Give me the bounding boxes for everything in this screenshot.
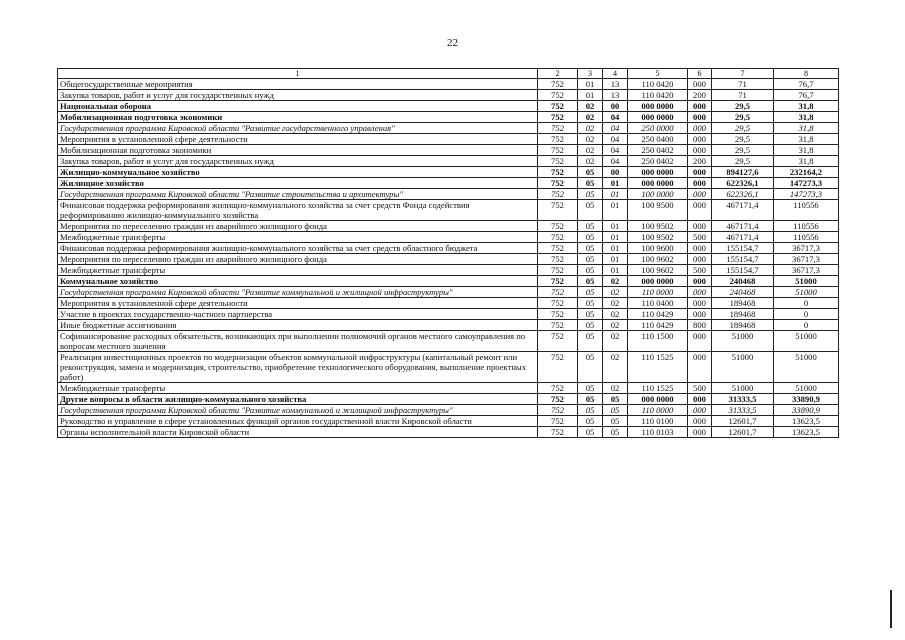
- expense-type-cell: 000: [688, 276, 712, 287]
- table-row: [58, 200, 839, 221]
- section-cell: 02: [578, 112, 603, 123]
- amount-year1-cell: 467171,4: [712, 221, 774, 232]
- expense-type-cell: 200: [688, 90, 712, 101]
- amount-year2-cell: 13623,5: [774, 416, 839, 427]
- amount-year2-cell: 147273,3: [774, 178, 839, 189]
- table-row: [58, 79, 839, 90]
- subsection-cell: 05: [603, 427, 628, 438]
- budget-table: [57, 68, 839, 438]
- row-name-cell: Другие вопросы в области жилищно-коммунального хозяйства: [58, 394, 538, 405]
- expense-type-cell: 000: [688, 167, 712, 178]
- column-header: 7: [712, 69, 774, 79]
- table-row: [58, 134, 839, 145]
- target-article-cell: 110 0420: [628, 90, 688, 101]
- section-cell: 05: [578, 178, 603, 189]
- amount-year1-cell: 31333,5: [712, 394, 774, 405]
- subsection-cell: 01: [603, 265, 628, 276]
- target-article-cell: 110 1500: [628, 331, 688, 352]
- section-cell: 05: [578, 243, 603, 254]
- subsection-cell: 05: [603, 416, 628, 427]
- amount-year2-cell: 110556: [774, 221, 839, 232]
- amount-year1-cell: 12601,7: [712, 427, 774, 438]
- target-article-cell: 000 0000: [628, 167, 688, 178]
- section-cell: 05: [578, 167, 603, 178]
- table-row: [58, 383, 839, 394]
- amount-year2-cell: 51000: [774, 352, 839, 383]
- amount-year2-cell: 31,8: [774, 123, 839, 134]
- table-row: [58, 298, 839, 309]
- row-name-cell: Финансовая поддержка реформирования жилищно-коммунального хозяйства за счет средств областного бюджета: [58, 243, 538, 254]
- table-row: [58, 265, 839, 276]
- section-cell: 05: [578, 416, 603, 427]
- admin-code-cell: 752: [538, 134, 578, 145]
- expense-type-cell: 000: [688, 287, 712, 298]
- section-cell: 05: [578, 383, 603, 394]
- expense-type-cell: 000: [688, 221, 712, 232]
- admin-code-cell: 752: [538, 90, 578, 101]
- subsection-cell: 13: [603, 90, 628, 101]
- amount-year1-cell: 155154,7: [712, 265, 774, 276]
- admin-code-cell: 752: [538, 298, 578, 309]
- subsection-cell: 04: [603, 134, 628, 145]
- amount-year1-cell: 31333,5: [712, 405, 774, 416]
- target-article-cell: 110 0429: [628, 320, 688, 331]
- subsection-cell: 04: [603, 112, 628, 123]
- table-row: [58, 90, 839, 101]
- admin-code-cell: 752: [538, 405, 578, 416]
- expense-type-cell: 000: [688, 79, 712, 90]
- expense-type-cell: 000: [688, 200, 712, 221]
- section-cell: 05: [578, 320, 603, 331]
- subsection-cell: 02: [603, 383, 628, 394]
- section-cell: 01: [578, 79, 603, 90]
- subsection-cell: 02: [603, 287, 628, 298]
- column-header: 4: [603, 69, 628, 79]
- subsection-cell: 05: [603, 405, 628, 416]
- table-row: [58, 167, 839, 178]
- admin-code-cell: 752: [538, 123, 578, 134]
- column-header: 1: [58, 69, 538, 79]
- amount-year2-cell: 147273,3: [774, 189, 839, 200]
- amount-year1-cell: 12601,7: [712, 416, 774, 427]
- table-row: [58, 123, 839, 134]
- admin-code-cell: 752: [538, 101, 578, 112]
- section-cell: 01: [578, 90, 603, 101]
- amount-year1-cell: 189468: [712, 298, 774, 309]
- amount-year2-cell: 110556: [774, 232, 839, 243]
- amount-year2-cell: 110556: [774, 200, 839, 221]
- amount-year2-cell: 36717,3: [774, 243, 839, 254]
- amount-year2-cell: 33890,9: [774, 405, 839, 416]
- amount-year2-cell: 33890,9: [774, 394, 839, 405]
- subsection-cell: 02: [603, 309, 628, 320]
- column-header: 8: [774, 69, 839, 79]
- amount-year1-cell: 467171,4: [712, 200, 774, 221]
- expense-type-cell: 500: [688, 232, 712, 243]
- amount-year2-cell: 76,7: [774, 90, 839, 101]
- row-name-cell: Мероприятия в установленной сфере деятельности: [58, 134, 538, 145]
- amount-year2-cell: 76,7: [774, 79, 839, 90]
- subsection-cell: 05: [603, 394, 628, 405]
- table-row: [58, 309, 839, 320]
- subsection-cell: 01: [603, 178, 628, 189]
- admin-code-cell: 752: [538, 145, 578, 156]
- section-cell: 02: [578, 101, 603, 112]
- target-article-cell: 100 9602: [628, 265, 688, 276]
- section-cell: 05: [578, 352, 603, 383]
- table-row: [58, 427, 839, 438]
- section-cell: 02: [578, 134, 603, 145]
- expense-type-cell: 000: [688, 331, 712, 352]
- amount-year2-cell: 51000: [774, 287, 839, 298]
- target-article-cell: 100 9502: [628, 221, 688, 232]
- admin-code-cell: 752: [538, 331, 578, 352]
- amount-year1-cell: 155154,7: [712, 243, 774, 254]
- target-article-cell: 110 0429: [628, 309, 688, 320]
- amount-year2-cell: 36717,3: [774, 265, 839, 276]
- target-article-cell: 000 0000: [628, 394, 688, 405]
- expense-type-cell: 000: [688, 123, 712, 134]
- amount-year1-cell: 29,5: [712, 101, 774, 112]
- subsection-cell: 01: [603, 254, 628, 265]
- amount-year1-cell: 29,5: [712, 156, 774, 167]
- subsection-cell: 02: [603, 298, 628, 309]
- admin-code-cell: 752: [538, 352, 578, 383]
- row-name-cell: Государственная программа Кировской области "Развитие коммунальной и жилищной инфраструктуры": [58, 287, 538, 298]
- admin-code-cell: 752: [538, 200, 578, 221]
- table-row: [58, 112, 839, 123]
- amount-year2-cell: 36717,3: [774, 254, 839, 265]
- section-cell: 05: [578, 298, 603, 309]
- subsection-cell: 01: [603, 232, 628, 243]
- section-cell: 05: [578, 394, 603, 405]
- target-article-cell: 110 1525: [628, 352, 688, 383]
- row-name-cell: Коммунальное хозяйство: [58, 276, 538, 287]
- expense-type-cell: 000: [688, 298, 712, 309]
- expense-type-cell: 800: [688, 320, 712, 331]
- amount-year1-cell: 29,5: [712, 134, 774, 145]
- admin-code-cell: 752: [538, 309, 578, 320]
- admin-code-cell: 752: [538, 416, 578, 427]
- amount-year1-cell: 189468: [712, 320, 774, 331]
- table-row: [58, 178, 839, 189]
- row-name-cell: Межбюджетные трансферты: [58, 265, 538, 276]
- row-name-cell: Государственная программа Кировской области "Развитие коммунальной и жилищной инфраструктуры": [58, 405, 538, 416]
- expense-type-cell: 000: [688, 405, 712, 416]
- row-name-cell: Иные бюджетные ассигнования: [58, 320, 538, 331]
- amount-year2-cell: 232164,2: [774, 167, 839, 178]
- amount-year2-cell: 51000: [774, 331, 839, 352]
- admin-code-cell: 752: [538, 178, 578, 189]
- section-cell: 02: [578, 123, 603, 134]
- row-name-cell: Финансовая поддержка реформирования жилищно-коммунального хозяйства за счет средств Фонда содействия реформированию жилищно-коммунального хозяйства: [58, 200, 538, 221]
- target-article-cell: 250 0402: [628, 156, 688, 167]
- expense-type-cell: 500: [688, 383, 712, 394]
- target-article-cell: 250 0000: [628, 123, 688, 134]
- target-article-cell: 100 0000: [628, 189, 688, 200]
- table-header-row: [58, 69, 839, 79]
- amount-year2-cell: 0: [774, 298, 839, 309]
- subsection-cell: 02: [603, 276, 628, 287]
- admin-code-cell: 752: [538, 287, 578, 298]
- table-body: [58, 79, 839, 438]
- target-article-cell: 100 9600: [628, 243, 688, 254]
- margin-rule: [890, 590, 892, 628]
- target-article-cell: 100 9602: [628, 254, 688, 265]
- amount-year2-cell: 0: [774, 309, 839, 320]
- expense-type-cell: 000: [688, 112, 712, 123]
- subsection-cell: 01: [603, 243, 628, 254]
- row-name-cell: Закупка товаров, работ и услуг для государственных нужд: [58, 156, 538, 167]
- amount-year2-cell: 31,8: [774, 112, 839, 123]
- section-cell: 05: [578, 221, 603, 232]
- amount-year1-cell: 51000: [712, 383, 774, 394]
- amount-year1-cell: 51000: [712, 352, 774, 383]
- row-name-cell: Участие в проектах государственно-частного партнерства: [58, 309, 538, 320]
- table-row: [58, 405, 839, 416]
- target-article-cell: 110 0400: [628, 298, 688, 309]
- table-row: [58, 320, 839, 331]
- table-row: [58, 352, 839, 383]
- subsection-cell: 01: [603, 189, 628, 200]
- row-name-cell: Софинансирование расходных обязательств, возникающих при выполнении полномочий органов местного самоуправления по вопросам местного значения: [58, 331, 538, 352]
- expense-type-cell: 000: [688, 134, 712, 145]
- amount-year1-cell: 29,5: [712, 123, 774, 134]
- target-article-cell: 250 0402: [628, 145, 688, 156]
- target-article-cell: 000 0000: [628, 276, 688, 287]
- amount-year1-cell: 29,5: [712, 112, 774, 123]
- expense-type-cell: 000: [688, 352, 712, 383]
- subsection-cell: 02: [603, 352, 628, 383]
- amount-year1-cell: 622326,1: [712, 178, 774, 189]
- section-cell: 05: [578, 232, 603, 243]
- amount-year2-cell: 31,8: [774, 134, 839, 145]
- amount-year1-cell: 71: [712, 90, 774, 101]
- subsection-cell: 02: [603, 331, 628, 352]
- expense-type-cell: 000: [688, 101, 712, 112]
- section-cell: 05: [578, 427, 603, 438]
- row-name-cell: Реализация инвестиционных проектов по модернизации объектов коммунальной инфраструктуры (капитальный ремонт или реконструкция, замена и модернизация, строительство, приобретение технологического оборудования, выполнение проектных работ): [58, 352, 538, 383]
- subsection-cell: 13: [603, 79, 628, 90]
- admin-code-cell: 752: [538, 167, 578, 178]
- table-row: [58, 416, 839, 427]
- target-article-cell: 100 9502: [628, 232, 688, 243]
- target-article-cell: 250 0400: [628, 134, 688, 145]
- section-cell: 05: [578, 265, 603, 276]
- amount-year1-cell: 240468: [712, 287, 774, 298]
- row-name-cell: Межбюджетные трансферты: [58, 232, 538, 243]
- section-cell: 05: [578, 331, 603, 352]
- subsection-cell: 02: [603, 320, 628, 331]
- target-article-cell: 110 0103: [628, 427, 688, 438]
- target-article-cell: 000 0000: [628, 101, 688, 112]
- row-name-cell: Общегосударственные мероприятия: [58, 79, 538, 90]
- admin-code-cell: 752: [538, 232, 578, 243]
- amount-year2-cell: 51000: [774, 276, 839, 287]
- amount-year2-cell: 31,8: [774, 145, 839, 156]
- row-name-cell: Органы исполнительной власти Кировской области: [58, 427, 538, 438]
- expense-type-cell: 000: [688, 254, 712, 265]
- column-header: 5: [628, 69, 688, 79]
- target-article-cell: 110 0100: [628, 416, 688, 427]
- amount-year1-cell: 189468: [712, 309, 774, 320]
- row-name-cell: Мероприятия по переселению граждан из аварийного жилищного фонда: [58, 254, 538, 265]
- section-cell: 02: [578, 145, 603, 156]
- subsection-cell: 00: [603, 101, 628, 112]
- expense-type-cell: 000: [688, 243, 712, 254]
- table-row: [58, 232, 839, 243]
- section-cell: 05: [578, 287, 603, 298]
- table-row: [58, 287, 839, 298]
- admin-code-cell: 752: [538, 383, 578, 394]
- subsection-cell: 00: [603, 167, 628, 178]
- subsection-cell: 04: [603, 123, 628, 134]
- section-cell: 05: [578, 189, 603, 200]
- table-row: [58, 156, 839, 167]
- amount-year2-cell: 31,8: [774, 156, 839, 167]
- admin-code-cell: 752: [538, 254, 578, 265]
- expense-type-cell: 000: [688, 189, 712, 200]
- subsection-cell: 04: [603, 156, 628, 167]
- section-cell: 02: [578, 156, 603, 167]
- expense-type-cell: 000: [688, 416, 712, 427]
- column-header: 6: [688, 69, 712, 79]
- section-cell: 05: [578, 254, 603, 265]
- row-name-cell: Государственная программа Кировской области "Развитие государственного управления": [58, 123, 538, 134]
- amount-year2-cell: 31,8: [774, 101, 839, 112]
- subsection-cell: 04: [603, 145, 628, 156]
- admin-code-cell: 752: [538, 320, 578, 331]
- target-article-cell: 000 0000: [628, 112, 688, 123]
- row-name-cell: Жилищно-коммунальное хозяйство: [58, 167, 538, 178]
- row-name-cell: Жилищное хозяйство: [58, 178, 538, 189]
- admin-code-cell: 752: [538, 265, 578, 276]
- row-name-cell: Мероприятия в установленной сфере деятельности: [58, 298, 538, 309]
- target-article-cell: 110 1525: [628, 383, 688, 394]
- row-name-cell: Государственная программа Кировской области "Развитие строительства и архитектуры": [58, 189, 538, 200]
- target-article-cell: 110 0420: [628, 79, 688, 90]
- row-name-cell: Руководство и управление в сфере установленных функций органов государственной власти Кировской области: [58, 416, 538, 427]
- table-row: [58, 276, 839, 287]
- expense-type-cell: 500: [688, 265, 712, 276]
- table-row: [58, 145, 839, 156]
- table-row: [58, 221, 839, 232]
- table-row: [58, 254, 839, 265]
- row-name-cell: Мероприятия по переселению граждан из аварийного жилищного фонда: [58, 221, 538, 232]
- row-name-cell: Мобилизационная подготовка экономики: [58, 112, 538, 123]
- amount-year1-cell: 467171,4: [712, 232, 774, 243]
- admin-code-cell: 752: [538, 79, 578, 90]
- table-row: [58, 243, 839, 254]
- row-name-cell: Закупка товаров, работ и услуг для государственных нужд: [58, 90, 538, 101]
- expense-type-cell: 000: [688, 309, 712, 320]
- section-cell: 05: [578, 200, 603, 221]
- expense-type-cell: 000: [688, 145, 712, 156]
- amount-year2-cell: 0: [774, 320, 839, 331]
- admin-code-cell: 752: [538, 243, 578, 254]
- target-article-cell: 110 0000: [628, 405, 688, 416]
- section-cell: 05: [578, 405, 603, 416]
- expense-type-cell: 200: [688, 156, 712, 167]
- admin-code-cell: 752: [538, 394, 578, 405]
- row-name-cell: Национальная оборона: [58, 101, 538, 112]
- admin-code-cell: 752: [538, 276, 578, 287]
- target-article-cell: 100 9500: [628, 200, 688, 221]
- subsection-cell: 01: [603, 200, 628, 221]
- target-article-cell: 000 0000: [628, 178, 688, 189]
- row-name-cell: Мобилизационная подготовка экономики: [58, 145, 538, 156]
- amount-year1-cell: 894127,6: [712, 167, 774, 178]
- table-row: [58, 331, 839, 352]
- column-header: 2: [538, 69, 578, 79]
- amount-year2-cell: 51000: [774, 383, 839, 394]
- expense-type-cell: 000: [688, 427, 712, 438]
- admin-code-cell: 752: [538, 427, 578, 438]
- table-row: [58, 394, 839, 405]
- admin-code-cell: 752: [538, 189, 578, 200]
- admin-code-cell: 752: [538, 112, 578, 123]
- table-row: [58, 189, 839, 200]
- amount-year2-cell: 13623,5: [774, 427, 839, 438]
- target-article-cell: 110 0000: [628, 287, 688, 298]
- admin-code-cell: 752: [538, 156, 578, 167]
- amount-year1-cell: 622326,1: [712, 189, 774, 200]
- amount-year1-cell: 29,5: [712, 145, 774, 156]
- subsection-cell: 01: [603, 221, 628, 232]
- page-number: 22: [447, 37, 458, 49]
- section-cell: 05: [578, 276, 603, 287]
- amount-year1-cell: 155154,7: [712, 254, 774, 265]
- expense-type-cell: 000: [688, 178, 712, 189]
- table-row: [58, 101, 839, 112]
- amount-year1-cell: 51000: [712, 331, 774, 352]
- amount-year1-cell: 240468: [712, 276, 774, 287]
- expense-type-cell: 000: [688, 394, 712, 405]
- admin-code-cell: 752: [538, 221, 578, 232]
- row-name-cell: Межбюджетные трансферты: [58, 383, 538, 394]
- section-cell: 05: [578, 309, 603, 320]
- column-header: 3: [578, 69, 603, 79]
- amount-year1-cell: 71: [712, 79, 774, 90]
